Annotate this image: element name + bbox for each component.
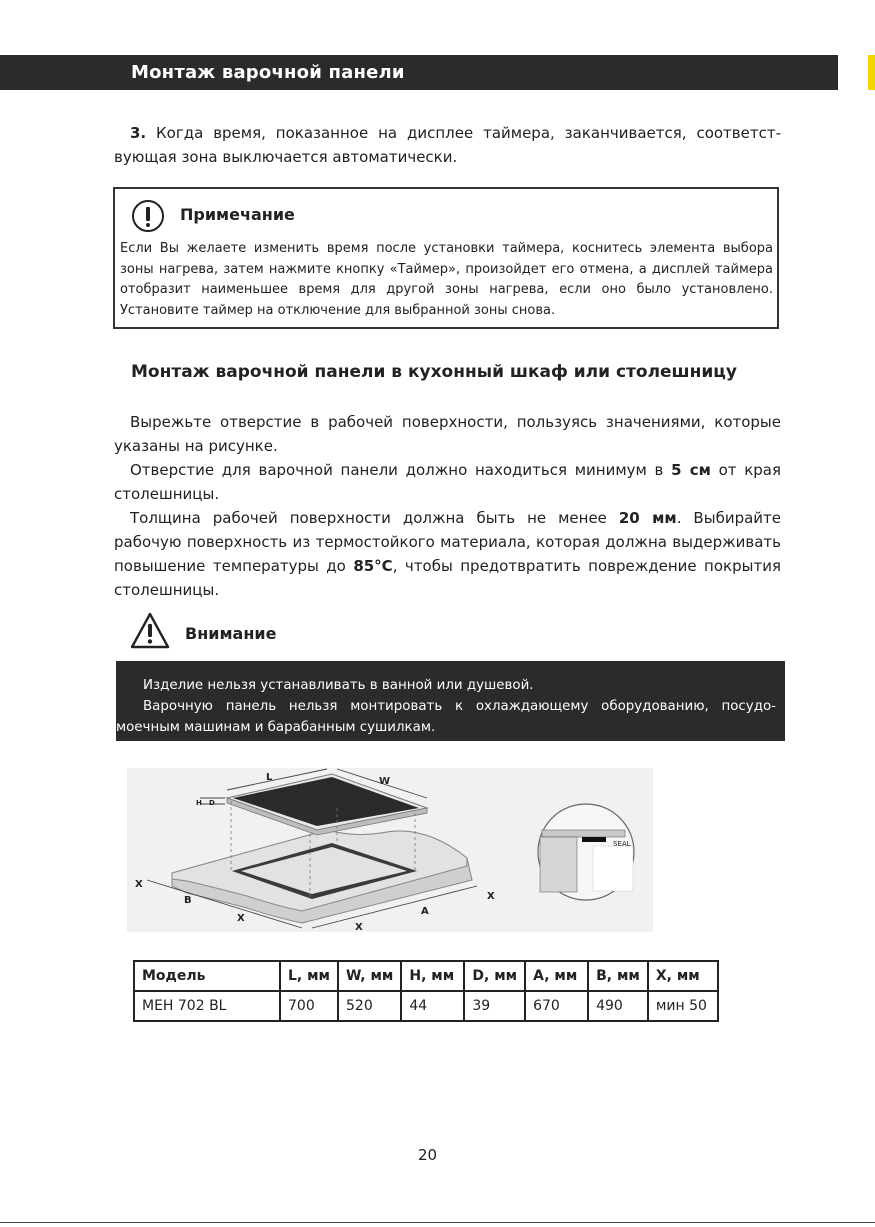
dim-label-b: B bbox=[184, 895, 192, 906]
warning-title: Внимание bbox=[185, 624, 277, 643]
max-temperature-value: 85°С bbox=[353, 557, 393, 575]
table-row bbox=[134, 991, 718, 1021]
install-p2-text: Отверстие для варочной панели должно находиться минимум в bbox=[130, 461, 672, 479]
note-title: Примечание bbox=[180, 205, 295, 224]
install-p2-tail: от края столешницы. bbox=[114, 461, 782, 503]
warning-line-2: Варочную панель нельзя монтировать к охлаждающему оборудованию, посудо-моечным машинам и барабанным сушилкам. bbox=[116, 699, 776, 735]
step-3-text: Когда время, показанное на дисплее таймера, заканчивается, соответст-вующая зона выключается автоматически. bbox=[114, 124, 781, 166]
section-title: Монтаж варочной панели в кухонный шкаф или столешницу bbox=[131, 362, 737, 382]
note-box bbox=[113, 187, 779, 329]
header-cell-w: W, мм bbox=[338, 961, 401, 991]
install-paragraph-1 bbox=[114, 410, 781, 458]
header-cell-d: D, мм bbox=[464, 961, 525, 991]
header-cell-x: X, мм bbox=[648, 961, 718, 991]
info-exclamation-circle-icon bbox=[132, 200, 164, 232]
header-cell-model: Модель bbox=[134, 961, 280, 991]
dim-label-x-bottom: X bbox=[237, 913, 245, 924]
step-3-paragraph bbox=[114, 121, 781, 169]
install-p3-text: Толщина рабочей поверхности должна быть не менее bbox=[130, 509, 619, 527]
dim-label-x-right: X bbox=[487, 891, 495, 902]
cell-model: MEH 702 BL bbox=[134, 991, 280, 1021]
section-tab-marker bbox=[868, 55, 875, 90]
dim-label-x-left: X bbox=[135, 879, 143, 890]
install-p3-tail: , чтобы предотвратить повреждение покрытия столешницы. bbox=[114, 557, 781, 599]
install-paragraph-3 bbox=[114, 506, 781, 602]
header-cell-a: A, мм bbox=[525, 961, 588, 991]
min-thickness-value: 20 мм bbox=[618, 509, 677, 527]
cell-h: 44 bbox=[401, 991, 464, 1021]
installation-diagram bbox=[127, 768, 653, 932]
warning-line-1: Изделие нельзя устанавливать в ванной или душевой. bbox=[143, 678, 534, 693]
cell-w: 520 bbox=[338, 991, 401, 1021]
dim-label-x-front: X bbox=[355, 922, 363, 932]
cell-d: 39 bbox=[464, 991, 525, 1021]
min-distance-value: 5 см bbox=[671, 461, 711, 479]
cell-l: 700 bbox=[280, 991, 338, 1021]
dim-label-d: D bbox=[209, 799, 215, 807]
install-p3-middle: . Выбирайте рабочую поверхность из термостойкого материала, которая должна выдерживать повышение температуры до bbox=[114, 509, 781, 575]
cell-x: мин 50 bbox=[648, 991, 718, 1021]
dim-label-w: W bbox=[379, 776, 391, 787]
header-cell-h: H, мм bbox=[401, 961, 464, 991]
dim-label-l: L bbox=[266, 772, 273, 783]
install-paragraph-2 bbox=[114, 458, 781, 506]
header-bar bbox=[0, 55, 838, 90]
page-number: 20 bbox=[417, 1146, 438, 1164]
dim-label-a: A bbox=[421, 906, 429, 917]
page-header-title: Монтаж варочной панели bbox=[131, 62, 405, 83]
table-header-row bbox=[134, 961, 718, 991]
warning-triangle-icon bbox=[130, 612, 170, 650]
install-p1-text: Вырежьте отверстие в рабочей поверхности, пользуясь значениями, которые указаны на рисунке. bbox=[114, 413, 781, 455]
specs-table bbox=[133, 960, 719, 1022]
note-text: Если Вы желаете изменить время после установки таймера, коснитесь элемента выбора зоны нагрева, затем нажмите кнопку «Таймер», произойдет его отмена, а дисплей таймера отобразит наименьшее время для другой зоны нагрева, если оно было установлено. Установите таймер на отключение для выбранной зоны снова. bbox=[120, 241, 773, 318]
dim-label-h: H bbox=[196, 799, 202, 807]
step-number: 3. bbox=[130, 124, 147, 142]
cell-a: 670 bbox=[525, 991, 588, 1021]
cell-b: 490 bbox=[588, 991, 648, 1021]
header-cell-l: L, мм bbox=[280, 961, 338, 991]
warning-box bbox=[116, 661, 785, 741]
header-cell-b: B, мм bbox=[588, 961, 648, 991]
seal-label: SEAL bbox=[613, 840, 631, 848]
bottom-divider bbox=[0, 1222, 875, 1223]
